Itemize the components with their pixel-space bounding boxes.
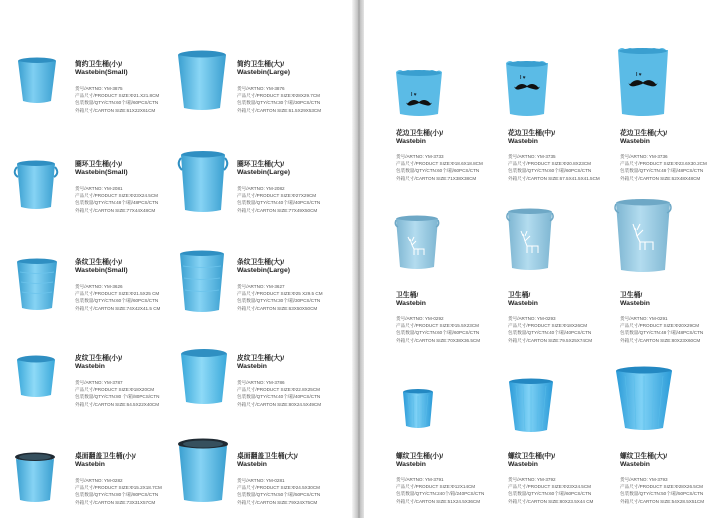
wastebin-image	[618, 46, 668, 118]
product-title-cn: 花边卫生桶(大)/	[620, 130, 668, 137]
spec-size: 产品尺寸/PRODUCT SIZE:Φ21.5X25 CM	[75, 291, 160, 297]
spec-carton: 外箱尺寸/CARTON SIZE:74X42X41.5 CM	[75, 305, 161, 311]
wastebin-image	[177, 438, 229, 504]
spec-carton: 外箱尺寸/CARTON SIZE:80X24.5X49CM	[237, 401, 322, 407]
product-title-en: Wastebin	[396, 461, 426, 469]
product-title-cn: 皮纹卫生桶(大)/	[237, 355, 285, 362]
spec-size: 产品尺寸/PRODUCT SIZE:Φ25 X29.5 CM	[237, 291, 323, 297]
product-title-en: Wastebin	[620, 300, 650, 308]
wastebin-image	[615, 366, 673, 432]
spec-qty: 包装数量/QTY/CTN:40个/箱/40PCS/CTN	[237, 394, 321, 400]
spec-qty: 包装数量/QTY/CTN:60个/箱/60PCS/CTN	[396, 168, 480, 174]
product-title-en: Wastebin	[508, 461, 538, 469]
love-print-text: I ♥	[520, 75, 526, 81]
spec-art: 货号/ARTNO: YM-0291	[620, 316, 668, 321]
product-title-en: Wastebin(Large)	[237, 69, 290, 77]
left-catalog-page	[0, 0, 358, 518]
spec-art: 货号/ARTNO: YM-3793	[620, 477, 668, 482]
spec-carton: 外箱尺寸/CARTON SIZE:79.5X25X74CM	[508, 337, 593, 343]
wastebin-image	[402, 388, 434, 430]
spec-art: 货号/ARTNO: YM-2082	[237, 186, 285, 191]
spec-qty: 包装数量/QTY/CTN:60个/箱/60PCS/CTN	[75, 298, 159, 304]
product-title-cn: 螺纹卫生桶(小)/	[396, 453, 444, 460]
product-title-en: Wastebin	[396, 300, 426, 308]
spec-size: 产品尺寸/PRODUCT SIZE:Φ24.5X30CM	[237, 485, 320, 491]
spec-art: 货号/ARTNO: YM-3875	[75, 86, 123, 91]
product-title-cn: 花边卫生桶(小)/	[396, 130, 444, 137]
spec-size: 产品尺寸/PRODUCT SIZE:Φ22.8X25CM	[237, 387, 320, 393]
spec-carton: 外箱尺寸/CARTON SIZE:77X49X50CM	[237, 207, 318, 213]
wastebin-image	[178, 150, 228, 214]
wastebin-image	[394, 215, 440, 271]
spec-art: 货号/ARTNO: YM-2081	[75, 186, 123, 191]
love-print-text: I ♥	[411, 92, 417, 98]
spec-carton: 外箱尺寸/CARTON SIZE:73X31X57CM	[75, 499, 156, 505]
wastebin-image	[177, 50, 227, 112]
wastebin-image	[613, 198, 673, 274]
wastebin-image	[505, 208, 555, 272]
spec-size: 产品尺寸/PRODUCT SIZE:Φ23.6X30.2CM	[620, 161, 707, 167]
mustache-icon	[406, 99, 432, 107]
spec-size: 产品尺寸/PRODUCT SIZE:Φ28X26.5CM	[620, 484, 703, 490]
wastebin-image	[16, 258, 58, 312]
product-title-en: Wastebin	[396, 138, 426, 146]
spec-size: 产品尺寸/PRODUCT SIZE:Φ18.6X18.8CM	[396, 161, 483, 167]
product-title-cn: 圈环卫生桶(小)/	[75, 161, 123, 168]
mustache-icon	[514, 83, 540, 91]
product-title-en: Wastebin	[620, 461, 650, 469]
spec-art: 货号/ARTNO: YM-0281	[237, 478, 285, 483]
product-title-en: Wastebin	[237, 461, 267, 469]
wastebin-image	[14, 159, 58, 211]
spec-qty: 包装数量/QTY/CTN:48个/箱/48PCS/CTN	[75, 200, 159, 206]
spec-qty: 包装数量/QTY/CTN:30个/箱/30PCS/CTN	[237, 100, 321, 106]
wastebin-image	[508, 378, 554, 434]
wastebin-image	[180, 348, 228, 406]
product-title-cn: 条纹卫生桶(大)/	[237, 259, 285, 266]
spec-art: 货号/ARTNO: YM-0282	[75, 478, 123, 483]
product-title-en: Wastebin	[620, 138, 650, 146]
product-title-en: Wastebin(Small)	[75, 169, 128, 177]
spec-carton: 外箱尺寸/CARTON SIZE:62X48X48CM	[620, 175, 701, 181]
spec-size: 产品尺寸/PRODUCT SIZE:Φ27X29CM	[237, 193, 317, 199]
spec-qty: 包装数量/QTY/CTN:30个/箱/30PCS/CTN	[237, 298, 321, 304]
product-title-cn: 圈环卫生桶(大)/	[237, 161, 285, 168]
spec-qty: 包装数量/QTY/CTN:40个/箱/40PCS/CTN	[508, 330, 592, 336]
spec-size: 产品尺寸/PRODUCT SIZE:Φ15.2X18.7CM	[75, 485, 162, 491]
spec-art: 货号/ARTNO: YM-3736	[620, 154, 668, 159]
product-title-en: Wastebin	[508, 300, 538, 308]
spec-size: 产品尺寸/PRODUCT SIZE:Φ18X26CM	[508, 323, 588, 329]
spec-qty: 包装数量/QTY/CTN:60个/箱/60PCS/CTN	[508, 168, 592, 174]
product-title-cn: 卫生桶/	[396, 292, 419, 299]
spec-qty: 包装数量/QTY/CTN:50个/箱/50PCS/CTN	[237, 492, 321, 498]
product-title-en: Wastebin	[75, 461, 105, 469]
spec-size: 产品尺寸/PRODUCT SIZE:Φ20X29CM	[620, 323, 700, 329]
product-title-cn: 花边卫生桶(中)/	[508, 130, 556, 137]
spec-carton: 外箱尺寸/CARTON SIZE:70X38X36.5CM	[396, 337, 481, 343]
product-title-cn: 卫生桶/	[620, 292, 643, 299]
spec-carton: 外箱尺寸/CARTON SIZE:71X38X38CM	[396, 175, 477, 181]
spec-art: 货号/ARTNO: YM-0292	[396, 316, 444, 321]
wastebin-image	[14, 452, 56, 504]
spec-size: 产品尺寸/PRODUCT SIZE:Φ23X24.5CM	[75, 193, 158, 199]
spec-size: 产品尺寸/PRODUCT SIZE:Φ23X24.5CM	[508, 484, 591, 490]
spec-carton: 外箱尺寸/CARTON SIZE:63X50X50CM	[237, 305, 318, 311]
spec-carton: 外箱尺寸/CARTON SIZE:61X22X61CM	[75, 107, 156, 113]
spec-carton: 外箱尺寸/CARTON SIZE:79X24X75CM	[237, 499, 318, 505]
product-title-cn: 简约卫生桶(小)/	[75, 61, 123, 68]
product-title-cn: 卫生桶/	[508, 292, 531, 299]
spec-qty: 包装数量/QTY/CTN:60个/箱/60PCS/CTN	[75, 100, 159, 106]
spec-art: 货号/ARTNO: YM-3735	[508, 154, 556, 159]
wastebin-image	[396, 68, 442, 116]
spec-qty: 包装数量/QTY/CTN:60个/箱/60PCS/CTN	[508, 491, 592, 497]
right-catalog-page	[364, 0, 727, 518]
product-title-cn: 桌面翻盖卫生桶(小)/	[75, 453, 136, 460]
product-title-en: Wastebin(Large)	[237, 267, 290, 275]
spec-size: 产品尺寸/PRODUCT SIZE:Φ18X20CM	[75, 387, 155, 393]
spec-art: 货号/ARTNO: YM-3791	[396, 477, 444, 482]
spec-qty: 包装数量/QTY/CTN:80个/箱/80PCS/CTN	[75, 492, 159, 498]
spec-art: 货号/ARTNO: YM-3733	[396, 154, 444, 159]
product-title-cn: 皮纹卫生桶(小)/	[75, 355, 123, 362]
spec-art: 货号/ARTNO: YM-3792	[508, 477, 556, 482]
product-title-cn: 桌面翻盖卫生桶(大)/	[237, 453, 298, 460]
spec-art: 货号/ARTNO: YM-3786	[237, 380, 285, 385]
wastebin-image	[506, 59, 548, 117]
spec-size: 产品尺寸/PRODUCT SIZE:Φ20.8X23CM	[508, 161, 591, 167]
product-title-en: Wastebin(Small)	[75, 69, 128, 77]
wastebin-image	[17, 57, 57, 105]
product-title-cn: 螺纹卫生桶(中)/	[508, 453, 556, 460]
spec-art: 货号/ARTNO: YM-3787	[75, 380, 123, 385]
spec-qty: 包装数量/QTY/CTN:50个/箱/50PCS/CTN	[620, 491, 704, 497]
spec-carton: 外箱尺寸/CARTON SIZE:51X24.5X36CM	[396, 498, 481, 504]
spec-size: 产品尺寸/PRODUCT SIZE:Φ28X29.7CM	[237, 93, 320, 99]
spec-carton: 外箱尺寸/CARTON SIZE:77X44X48CM	[75, 207, 156, 213]
spec-qty: 包装数量/QTY/CTN:40个/箱/40PCS/CTN	[237, 200, 321, 206]
wastebin-image	[16, 355, 56, 399]
spec-size: 产品尺寸/PRODUCT SIZE:Φ12X14CM	[396, 484, 476, 490]
spec-art: 货号/ARTNO: YM-3626	[75, 284, 123, 289]
product-title-en: Wastebin(Small)	[75, 267, 128, 275]
spec-carton: 外箱尺寸/CARTON SIZE:67.5X41.5X41.5CM	[508, 175, 600, 181]
spec-carton: 外箱尺寸/CARTON SIZE:80X23.5X44 CM	[508, 498, 594, 504]
spec-carton: 外箱尺寸/CARTON SIZE:54X28.5X51CM	[620, 498, 705, 504]
spec-qty: 包装数量/QTY/CTN:48个/箱/48PCS/CTN	[620, 330, 704, 336]
product-title-en: Wastebin	[75, 363, 105, 371]
product-title-en: Wastebin(Large)	[237, 169, 290, 177]
spec-qty: 包装数量/QTY/CTN:60个/箱/60PCS/CTN	[396, 330, 480, 336]
spec-art: 货号/ARTNO: YM-3627	[237, 284, 285, 289]
product-title-en: Wastebin	[508, 138, 538, 146]
mustache-icon	[628, 79, 658, 88]
spec-size: 产品尺寸/PRODUCT SIZE:Φ15.5X23CM	[396, 323, 479, 329]
wastebin-image	[179, 250, 225, 314]
product-title-cn: 螺纹卫生桶(大)/	[620, 453, 668, 460]
spec-carton: 外箱尺寸/CARTON SIZE:80X23X60CM	[620, 337, 701, 343]
spec-carton: 外箱尺寸/CARTON SIZE:64.5X22X40CM	[75, 401, 160, 407]
spec-art: 货号/ARTNO: YM-3876	[237, 86, 285, 91]
spec-qty: 包装数量/QTY/CTN:80 个/箱/80PCS/CTN	[75, 394, 160, 400]
product-title-cn: 简约卫生桶(大)/	[237, 61, 285, 68]
spec-qty: 包装数量/QTY/CTN:240个/箱/240PCS/CTN	[396, 491, 485, 497]
spec-size: 产品尺寸/PRODUCT SIZE:Φ21.X21.8CM	[75, 93, 160, 99]
product-title-cn: 条纹卫生桶(小)/	[75, 259, 123, 266]
spec-carton: 外箱尺寸/CARTON SIZE:61.5X29X53CM	[237, 107, 322, 113]
spec-qty: 包装数量/QTY/CTN:48个/箱/48PCS/CTN	[620, 168, 704, 174]
spec-art: 货号/ARTNO: YM-0293	[508, 316, 556, 321]
product-title-en: Wastebin	[237, 363, 267, 371]
love-print-text: I ♥	[636, 72, 642, 78]
